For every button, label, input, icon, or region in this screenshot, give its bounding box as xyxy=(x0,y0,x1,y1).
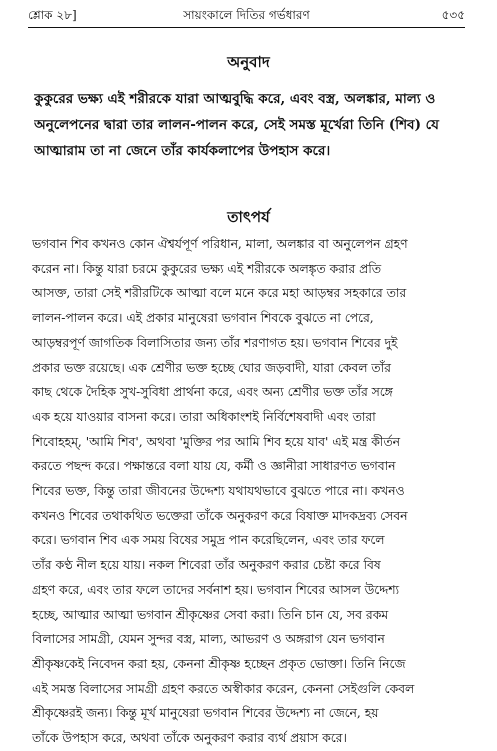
purport-line: গ্রহণ করে, এবং তার ফলে তাদের সর্বনাশ হয়। ভগবান শিবের আসল উদ্দেশ্য xyxy=(32,582,400,597)
page-number: ৫৩৫ xyxy=(441,8,465,22)
translation-line: আত্মারাম তা না জেনে তাঁর কার্যকলাপের উপহাস করে। xyxy=(34,143,331,159)
purport-heading: তাৎপর্য xyxy=(227,208,270,226)
purport-line: লালন-পালন করে। এই প্রকার মানুষেরা ভগবান শিবকে বুঝতে না পেরে, xyxy=(32,311,374,326)
purport-line: শ্রীকৃষ্ণকেই নিবেদন করা হয়, কেননা শ্রীকৃষ্ণ হচ্ছেন প্রকৃত ভোক্তা। তিনি নিজে xyxy=(32,656,406,671)
translation-line: অনুলেপনের দ্বারা তার লালন-পালন করে, সেই সমস্ত মূর্খেরা তিনি (শিব) যে xyxy=(34,117,439,133)
translation-line: কুকুরের ভক্ষ্য এই শরীরকে যারা আত্মবুদ্ধি করে, এবং বস্ত্র, অলঙ্কার, মাল্য ও xyxy=(34,91,436,107)
purport-paragraph xyxy=(32,232,467,751)
translation-paragraph xyxy=(34,86,467,164)
purport-line: শ্রীকৃষ্ণেরই জন্য। কিন্তু মূর্খ মানুষেরা ভগবান শিবের উদ্দেশ্য না জেনে, হয় xyxy=(32,706,379,721)
purport-line: এই সমস্ত বিলাসের সামগ্রী গ্রহণ করতে অস্বীকার করেন, কেননা সেইগুলি কেবল xyxy=(32,681,415,696)
translation-heading: অনুবাদ xyxy=(227,53,270,71)
purport-line: হচ্ছে, আত্মার আত্মা ভগবান শ্রীকৃষ্ণের সেবা করা। তিনি চান যে, সব রকম xyxy=(32,607,389,622)
purport-line: তাঁকে উপহাস করে, অথবা তাঁকে অনুকরণ করার ব্যর্থ প্রয়াস করে। xyxy=(32,731,347,746)
purport-line: শিবোহহম্, 'আমি শিব', অথবা 'মুক্তির পর আমি শিব হয়ে যাব' এই মন্ত্র কীর্তন xyxy=(32,434,400,449)
header-rule xyxy=(28,27,465,28)
chapter-title: সায়ংকালে দিতির গর্ভধারণ xyxy=(183,8,310,22)
purport-line: ভগবান শিব কখনও কোন ঐশ্বর্যপূর্ণ পরিধান, মালা, অলঙ্কার বা অনুলেপন গ্রহণ xyxy=(32,237,408,251)
purport-line: করেন না। কিন্তু যারা চরমে কুকুরের ভক্ষ্য এই শরীরকে অলঙ্কৃত করার প্রতি xyxy=(32,261,382,276)
purport-line: তাঁর কণ্ঠ নীল হয়ে যায়। নকল শিবেরা তাঁর অনুকরণ করার চেষ্টা করে বিষ xyxy=(32,558,381,573)
purport-line: শিবের ভক্ত, কিন্তু তারা জীবনের উদ্দেশ্য যথাযথভাবে বুঝতে পারে না। কখনও xyxy=(32,484,405,499)
verse-reference: শ্লোক ২৮] xyxy=(28,8,77,22)
purport-line: প্রকার ভক্ত রয়েছে। এক শ্রেণীর ভক্ত হচ্ছে ঘোর জড়বাদী, যারা কেবল তাঁর xyxy=(32,360,391,375)
purport-line: কখনও শিবের তথাকথিত ভক্তেরা তাঁকে অনুকরণ করে বিষাক্ত মাদকদ্রব্য সেবন xyxy=(32,508,408,523)
running-header xyxy=(28,6,465,24)
purport-line: আসক্ত, তারা সেই শরীরটিকে আত্মা বলে মনে করে মহা আড়ম্বর সহকারে তার xyxy=(32,286,407,301)
purport-line: করে। ভগবান শিব এক সময় বিষের সমুদ্র পান করেছিলেন, এবং তার ফলে xyxy=(32,533,385,548)
purport-line: বিলাসের সামগ্রী, যেমন সুন্দর বস্ত্র, মাল্য, আভরণ ও অঙ্গরাগ যেন ভগবান xyxy=(32,632,385,647)
purport-line: আড়ম্বরপূর্ণ জাগতিক বিলাসিতার জন্য তাঁর শরণাগত হয়। ভগবান শিবের দুই xyxy=(32,335,398,350)
purport-line: কাছ থেকে দৈহিক সুখ-সুবিধা প্রার্থনা করে, এবং অন্য শ্রেণীর ভক্ত তাঁর সঙ্গে xyxy=(32,385,393,400)
purport-line: করতে পছন্দ করে। পক্ষান্তরে বলা যায় যে, কর্মী ও জ্ঞানীরা সাধারণত ভগবান xyxy=(32,459,396,474)
purport-line: এক হয়ে যাওয়ার বাসনা করে। তারা অধিকাংশই নির্বিশেষবাদী এবং তারা xyxy=(32,409,376,424)
